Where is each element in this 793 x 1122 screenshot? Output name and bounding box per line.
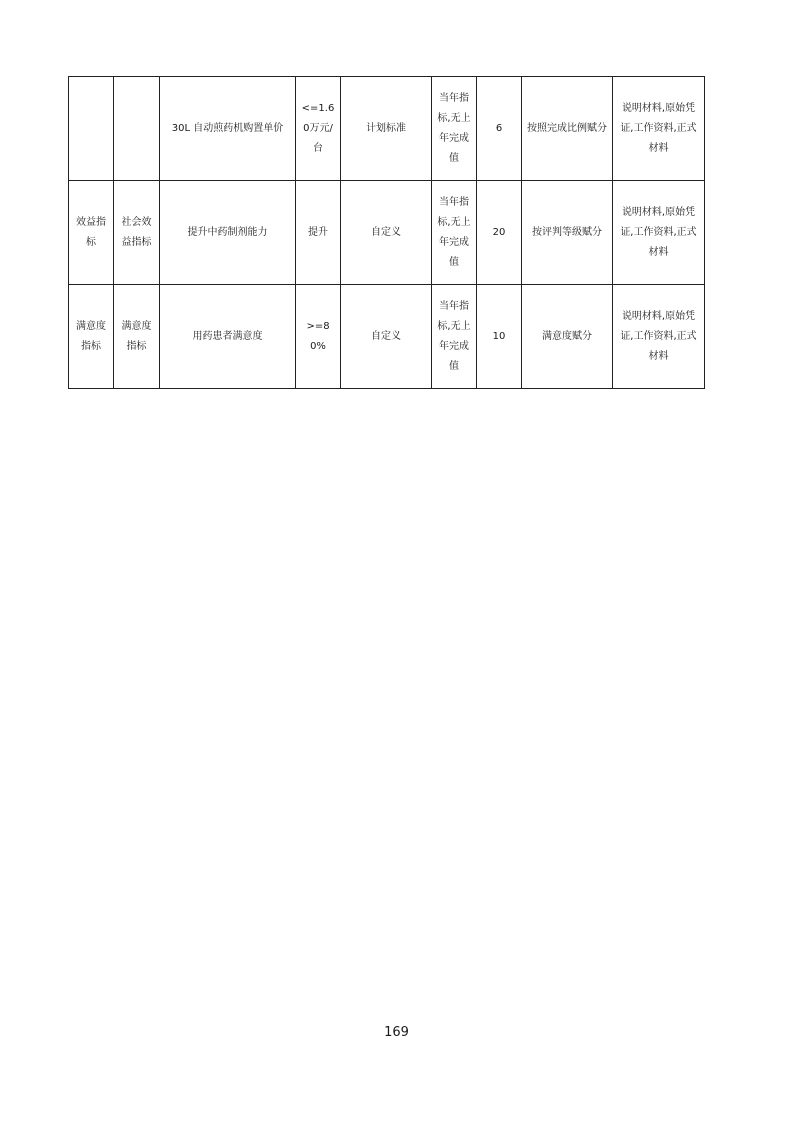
indicator-cell: 用药患者满意度 bbox=[160, 285, 296, 389]
level2-cell bbox=[114, 77, 160, 181]
weight-cell: 20 bbox=[477, 181, 522, 285]
scoring-cell: 按照完成比例赋分 bbox=[522, 77, 613, 181]
indicator-cell: 提升中药制剂能力 bbox=[160, 181, 296, 285]
scoring-cell: 按评判等级赋分 bbox=[522, 181, 613, 285]
weight-cell: 6 bbox=[477, 77, 522, 181]
basis-cell: 当年指标,无上年完成值 bbox=[432, 285, 477, 389]
level1-cell bbox=[69, 77, 114, 181]
evidence-cell: 说明材料,原始凭证,工作资料,正式材料 bbox=[613, 285, 705, 389]
scoring-cell: 满意度赋分 bbox=[522, 285, 613, 389]
evidence-cell: 说明材料,原始凭证,工作资料,正式材料 bbox=[613, 181, 705, 285]
level1-cell: 效益指标 bbox=[69, 181, 114, 285]
level1-cell: 满意度指标 bbox=[69, 285, 114, 389]
performance-indicator-table bbox=[68, 76, 705, 389]
evidence-cell: 说明材料,原始凭证,工作资料,正式材料 bbox=[613, 77, 705, 181]
standard-cell: 计划标准 bbox=[341, 77, 432, 181]
level2-cell: 满意度指标 bbox=[114, 285, 160, 389]
table-row bbox=[69, 77, 705, 181]
value-cell: 提升 bbox=[296, 181, 341, 285]
basis-cell: 当年指标,无上年完成值 bbox=[432, 181, 477, 285]
value-cell: >=80% bbox=[296, 285, 341, 389]
standard-cell: 自定义 bbox=[341, 181, 432, 285]
standard-cell: 自定义 bbox=[341, 285, 432, 389]
table-row bbox=[69, 181, 705, 285]
basis-cell: 当年指标,无上年完成值 bbox=[432, 77, 477, 181]
value-cell: <=1.60万元/台 bbox=[296, 77, 341, 181]
indicator-cell: 30L 自动煎药机购置单价 bbox=[160, 77, 296, 181]
table-row bbox=[69, 285, 705, 389]
level2-cell: 社会效益指标 bbox=[114, 181, 160, 285]
page-number: 169 bbox=[384, 1025, 409, 1040]
weight-cell: 10 bbox=[477, 285, 522, 389]
